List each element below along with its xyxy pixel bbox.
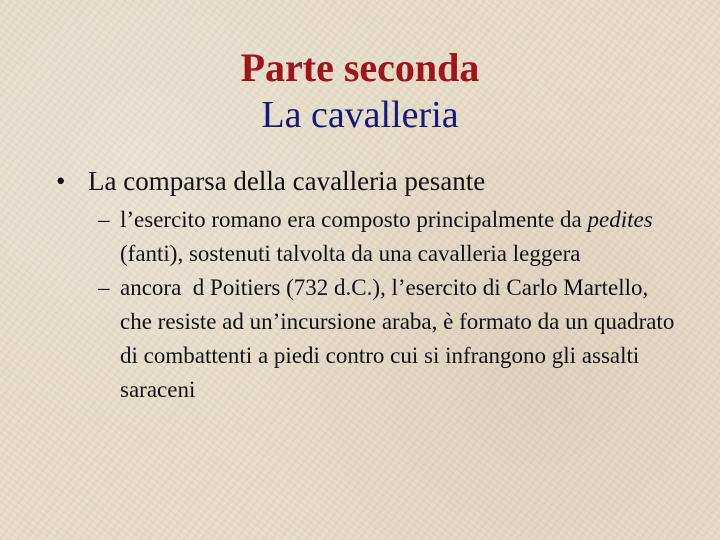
sub-bullet-list (98, 203, 696, 407)
sub-bullet-item (98, 203, 696, 271)
sub-bullet-text (120, 203, 680, 271)
sub-text-part: l’esercito romano era composto principalmente da (120, 207, 588, 232)
sub-bullet-text: ancora d Poitiers (732 d.C.), l’esercito di Carlo Martello, che resiste ad un’incursione araba, è formato da un quadrato di combattenti a piedi contro cui si infrangono gli assalti saraceni (120, 275, 681, 402)
bullet-list (56, 163, 696, 407)
bullet-item (56, 163, 696, 199)
bullet-marker: • (56, 166, 66, 196)
title-line-1: Parte seconda (240, 45, 480, 90)
title-line-2: La cavalleria (261, 94, 459, 136)
sub-bullet-item (98, 271, 696, 407)
slide-title (0, 44, 720, 138)
bullet-text: La comparsa della cavalleria pesante (88, 166, 486, 196)
dash-marker: – (98, 207, 110, 232)
italic-term: pedites (587, 207, 653, 232)
sub-text-part: (fanti), sostenuti talvolta da una cavalleria leggera (120, 241, 581, 266)
dash-marker: – (98, 275, 110, 300)
